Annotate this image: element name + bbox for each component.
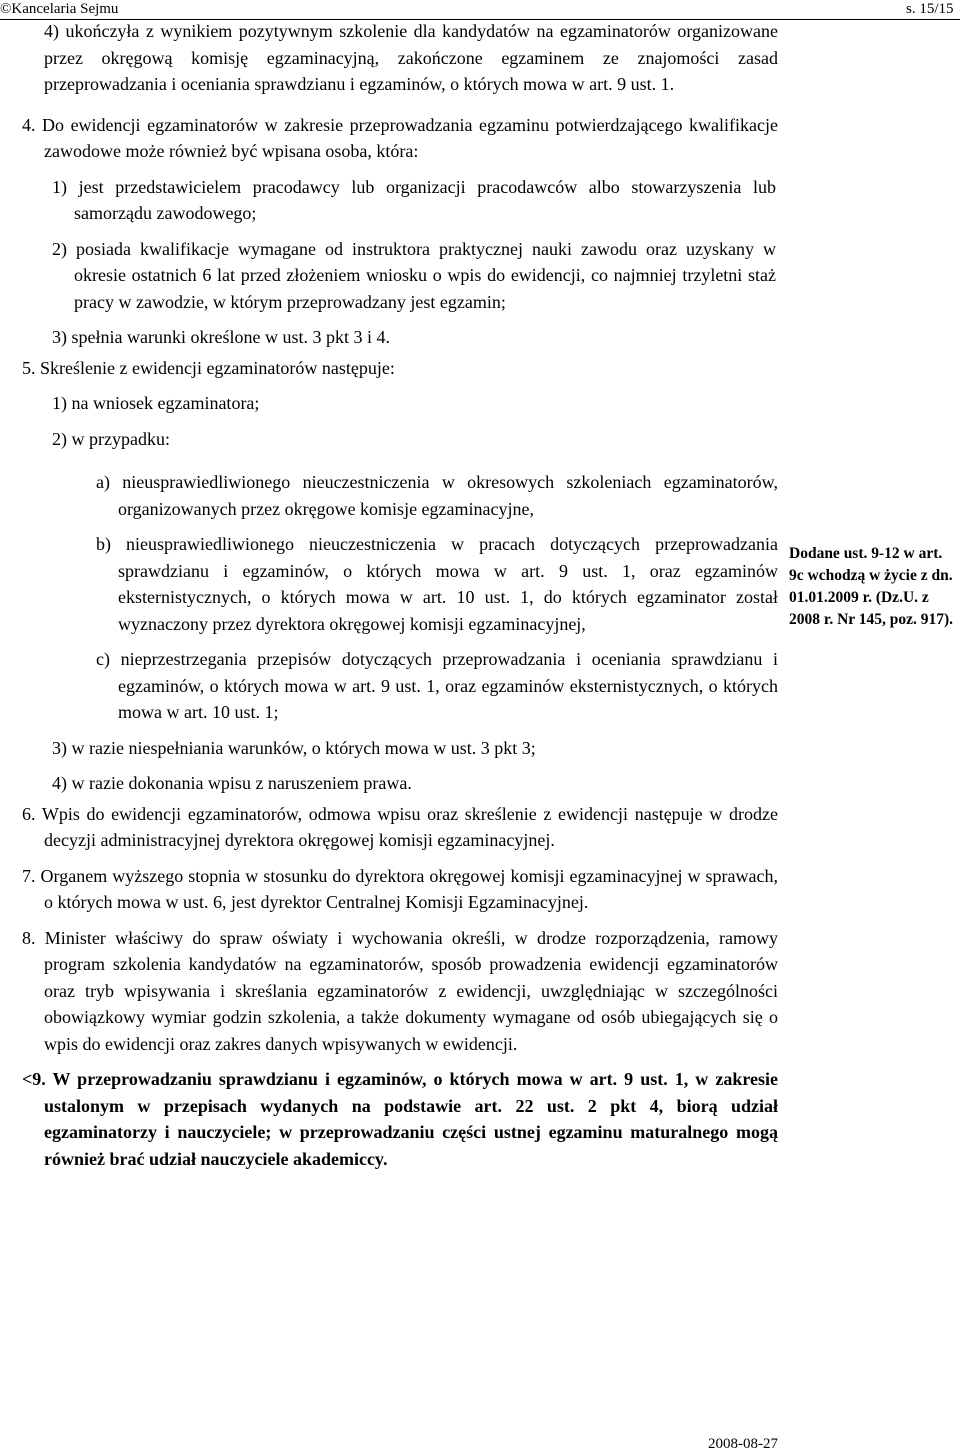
document-body (22, 18, 778, 1172)
section-9: <9. W przeprowadzaniu sprawdzianu i egzaminów, o których mowa w art. 9 ust. 1, w zakresie ustalonym w przepisach wydanych na podstawie art. 22 ust. 2 pkt 4, biorą udział egzaminatorzy i nauczyciele; w przeprowadzaniu części ustnej egzaminu maturalnego mogą również brać udział nauczyciele akademiccy. (22, 1069, 778, 1169)
section-7: 7. Organem wyższego stopnia w stosunku do dyrektora okręgowej komisji egzaminacyjnej w sprawach, o których mowa w ust. 6, jest dyrektor Centralnej Komisji Egzaminacyjnej. (22, 865, 778, 912)
section-8: 8. Minister właściwy do spraw oświaty i wychowania określi, w drodze rozporządzenia, ramowy program szkolenia kandydatów na egzaminatorów, sposób prowadzenia ewidencji egzaminatorów oraz tryb wpisywania i skreślania egzaminatorów z ewidencji, uwzględniając w szczególności obowiązkowy wymiar godzin szkolenia, a także dokumenty wymagane od osób ubiegających się o wpis do ewidencji oraz zakres danych wpisywanych w ewidencji. (22, 927, 778, 1054)
page-number: s. 15/15 (906, 1, 954, 17)
section-4-intro: 4. Do ewidencji egzaminatorów w zakresie przeprowadzania egzaminu potwierdzającego kwalifikacje zawodowe może również być wpisana osoba, która: (22, 114, 778, 161)
section-5-sub-b: b) nieusprawiedliwionego nieuczestniczenia w pracach dotyczących przeprowadzania sprawdzianu i egzaminów, o których mowa w art. 9 ust. 1, oraz egzaminów eksternistycznych, o których mowa w art. 10 ust. 1, do których egzaminator został wyznaczony przez dyrektora okręgowej komisji egzaminacyjnej, (96, 534, 778, 634)
section-4-item-1: 1) jest przedstawicielem pracodawcy lub organizacji pracodawców albo stowarzyszenia lub samorządu zawodowego; (52, 176, 776, 223)
section-5-sub-c: c) nieprzestrzegania przepisów dotyczących przeprowadzania i oceniania sprawdzianu i egzaminów, o których mowa w art. 9 ust. 1, oraz egzaminów eksternistycznych, o których mowa w art. 10 ust. 1; (96, 649, 778, 722)
section-5-sub-a: a) nieusprawiedliwionego nieuczestniczenia w okresowych szkoleniach egzaminatorów, organizowanych przez okręgowe komisje egzaminacyjne, (96, 472, 778, 519)
section-5-item-4: 4) w razie dokonania wpisu z naruszeniem prawa. (52, 773, 412, 793)
section-5-intro: 5. Skreślenie z ewidencji egzaminatorów następuje: (22, 357, 395, 378)
section-4-item-2: 2) posiada kwalifikacje wymagane od instruktora praktycznej nauki zawodu oraz uzyskany w okresie ostatnich 6 lat przed złożeniem wniosku o wpis do ewidencji, co najmniej trzyletni staż pracy w zawodzie, w którym przeprowadzany jest egzamin; (52, 238, 776, 312)
margin-note: Dodane ust. 9-12 w art. 9c wchodzą w życie z dn. 01.01.2009 r. (Dz.U. z 2008 r. Nr 145, poz. 917). (789, 545, 954, 628)
footer-date: 2008-08-27 (708, 1436, 778, 1452)
header-left: ©Kancelaria Sejmu (0, 1, 119, 17)
paragraph-point-4-top: 4) ukończyła z wynikiem pozytywnym szkolenie dla kandydatów na egzaminatorów organizowane przez okręgową komisję egzaminacyjną, zakończone egzaminem ze znajomości zasad przeprowadzania i oceniania sprawdzianu i egzaminów, o których mowa w art. 9 ust. 1. (44, 21, 778, 94)
section-5-item-1: 1) na wniosek egzaminatora; (52, 393, 260, 413)
section-5-item-2: 2) w przypadku: (52, 428, 170, 449)
section-5-item-3: 3) w razie niespełniania warunków, o których mowa w ust. 3 pkt 3; (52, 737, 536, 758)
section-4-item-3: 3) spełnia warunki określone w ust. 3 pkt 3 i 4. (52, 327, 390, 347)
section-6: 6. Wpis do ewidencji egzaminatorów, odmowa wpisu oraz skreślenie z ewidencji następuje w drodze decyzji administracyjnej dyrektora okręgowej komisji egzaminacyjnej. (22, 803, 778, 850)
